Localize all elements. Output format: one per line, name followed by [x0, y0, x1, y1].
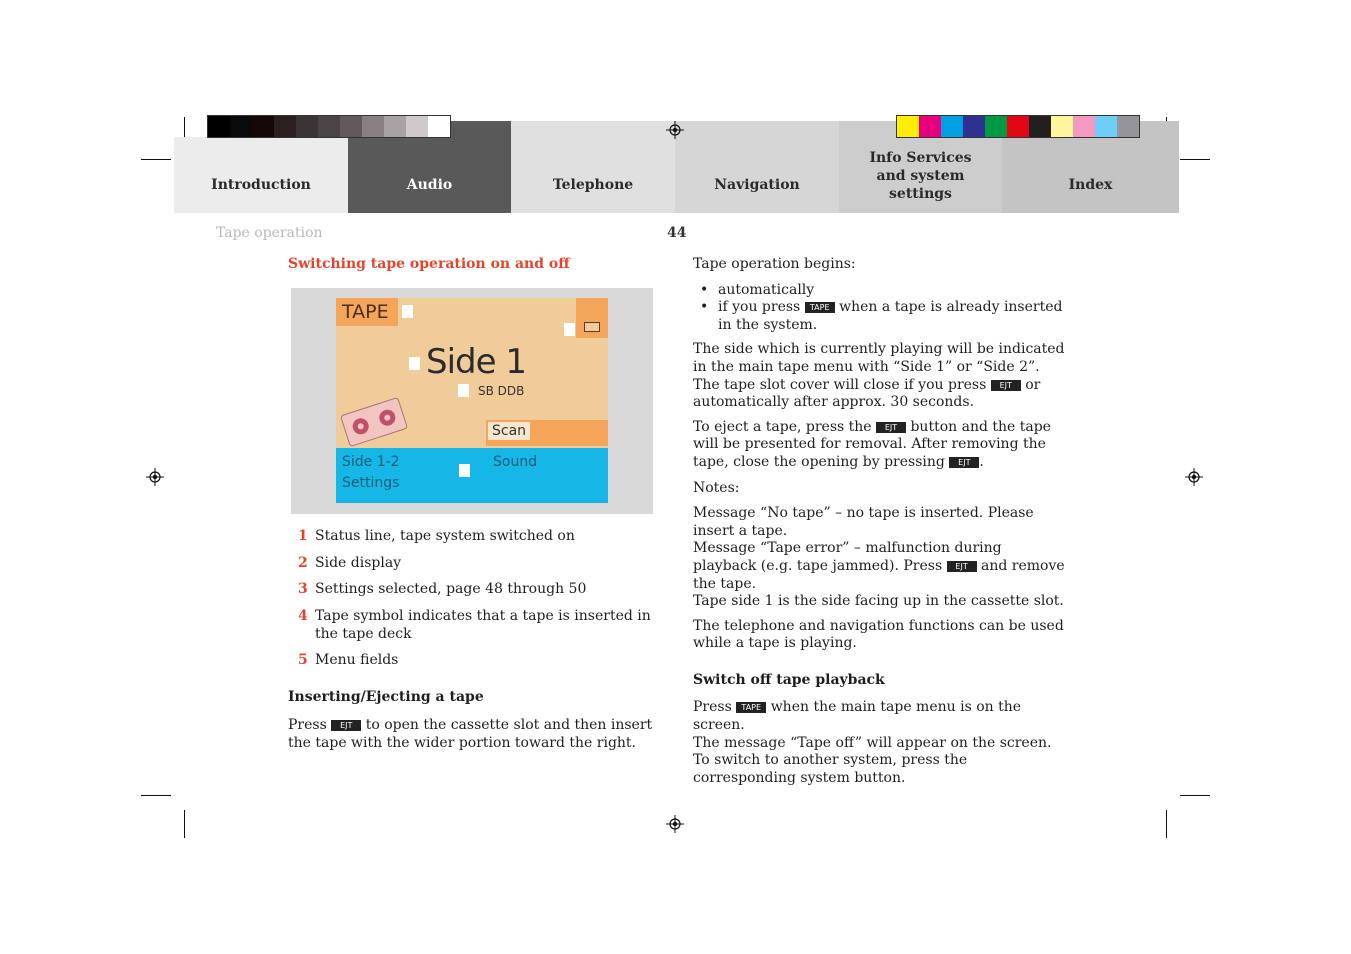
note-side: Tape side 1 is the side facing up in the cassette slot. [693, 593, 1064, 610]
tape-key-icon: TAPE [805, 302, 835, 313]
color-swatch [362, 116, 384, 137]
tab-label: Info Services and system settings [869, 150, 972, 202]
text: . [979, 453, 984, 470]
tab-telephone[interactable] [511, 121, 675, 213]
callout-text: Tape symbol indicates that a tape is inserted in the tape deck [315, 608, 651, 642]
crop-mark [141, 159, 171, 160]
callout-marker-1 [402, 305, 413, 318]
color-swatch [1117, 116, 1139, 137]
text: The side which is currently playing will be indicated in the main tape menu with “Side 1” or “Side 2”. The tape slot cover will close if you press [693, 341, 1065, 393]
text: Message “Tape error” – malfunction during playback (e.g. tape jammed). Press [693, 540, 1002, 574]
color-swatch [384, 116, 406, 137]
callout-text: Side display [315, 555, 402, 571]
side-paragraph [693, 341, 1065, 411]
color-swatch [1051, 116, 1073, 137]
text: and remove the tape. [693, 557, 1065, 592]
text: if you press [718, 299, 801, 316]
crop-mark [1180, 159, 1210, 160]
tab-label: Telephone [552, 177, 634, 193]
callout-number: 1 [298, 528, 308, 544]
callout-number: 4 [298, 608, 308, 624]
text: when a tape is already inserted in the system. [718, 299, 1063, 333]
tab-label: Audio [406, 177, 453, 193]
color-swatch [340, 116, 362, 137]
text: To eject a tape, press the [693, 418, 872, 435]
ejt-key-icon: EJT [949, 457, 979, 468]
registration-mark-icon [146, 468, 164, 486]
text: Press [288, 717, 327, 733]
color-swatch [919, 116, 941, 137]
right-column [693, 256, 1065, 787]
list-item [693, 299, 1065, 334]
off-message: The message “Tape off” will appear on the screen. [693, 734, 1052, 751]
crop-mark [184, 810, 185, 838]
section-heading: Switching tape operation on and off [288, 256, 570, 272]
crop-mark [141, 795, 171, 796]
color-swatch [1029, 116, 1051, 137]
note-no-tape: Message “No tape” – no tape is inserted. Please insert a tape. [693, 505, 1034, 539]
tape-key-icon: TAPE [736, 702, 766, 713]
callout-text: Status line, tape system switched on [315, 528, 575, 544]
callout-number: 3 [298, 581, 308, 597]
text: when the main tape menu is on the screen. [693, 699, 1022, 734]
color-swatch [985, 116, 1007, 137]
notes-label: Notes: [693, 479, 740, 496]
ejt-key-icon: EJT [991, 380, 1021, 391]
registration-mark-icon [666, 121, 684, 139]
tab-navigation[interactable] [675, 121, 839, 213]
off-paragraph [693, 699, 1065, 734]
process-color-bar [896, 115, 1140, 138]
running-title: Tape operation [216, 225, 323, 241]
sound-indicators: SB DDB [478, 384, 525, 398]
color-swatch [406, 116, 428, 137]
color-swatch [963, 116, 985, 137]
begins-list [693, 282, 1065, 335]
tab-label: Navigation [714, 177, 800, 193]
side-range-menu-field: Side 1-2 [342, 454, 400, 470]
callout-number: 5 [298, 652, 308, 668]
callout-marker-5 [459, 464, 470, 477]
color-swatch [230, 116, 252, 137]
text: button and the tape will be presented for removal. After removing the tape, close the opening by pressing [693, 418, 1051, 470]
color-swatch [897, 116, 919, 137]
registration-mark-icon [666, 815, 684, 833]
top-right-indicator [576, 298, 608, 338]
color-swatch [274, 116, 296, 137]
off-heading: Switch off tape playback [693, 671, 885, 688]
color-swatch [941, 116, 963, 137]
ejt-key-icon: EJT [947, 561, 977, 572]
scan-menu-field: Scan [488, 422, 530, 440]
off-switch: To switch to another system, press the corresponding system button. [693, 752, 968, 786]
color-swatch [252, 116, 274, 137]
ejt-key-icon: EJT [876, 422, 906, 433]
begins-text: Tape operation begins: [693, 256, 856, 272]
callout-marker-4 [564, 323, 575, 336]
ejt-key-icon: EJT [331, 720, 361, 731]
eject-paragraph [693, 419, 1065, 472]
text: to open the cassette slot and then insert the tape with the wider portion toward the right. [288, 717, 653, 751]
registration-mark-icon [1185, 468, 1203, 486]
callout-text: Settings selected, page 48 through 50 [315, 581, 587, 597]
status-label: TAPE [342, 301, 389, 323]
note-tape-error [693, 540, 1065, 593]
cassette-small-icon [584, 322, 600, 332]
color-swatch [1007, 116, 1029, 137]
settings-menu-field: Settings [342, 475, 400, 491]
sound-menu-field: Sound [493, 454, 538, 470]
callout-marker-2 [409, 357, 420, 370]
list-item: • automatically [693, 282, 1065, 300]
callout-marker-3 [458, 384, 469, 397]
text: or automatically after approx. 30 seconds. [693, 376, 1041, 411]
callout-text: Menu fields [315, 652, 399, 668]
page-number: 44 [667, 225, 687, 241]
tab-label: Introduction [211, 177, 311, 193]
insert-paragraph [288, 717, 660, 752]
color-swatch [1073, 116, 1095, 137]
tab-introduction[interactable] [174, 137, 348, 213]
crop-mark [1180, 795, 1210, 796]
color-swatch [318, 116, 340, 137]
text: Press [693, 699, 732, 716]
color-swatch [208, 116, 230, 137]
gray-color-bar [207, 115, 451, 138]
crop-mark [1166, 810, 1167, 838]
insert-heading: Inserting/Ejecting a tape [288, 689, 484, 705]
cassette-icon [338, 394, 410, 450]
telnav-paragraph: The telephone and navigation functions can be used while a tape is playing. [693, 617, 1064, 652]
color-swatch [428, 116, 450, 137]
side-display: Side 1 [426, 342, 526, 382]
callout-number: 2 [298, 555, 308, 571]
color-swatch [1095, 116, 1117, 137]
color-swatch [296, 116, 318, 137]
tab-label: Index [1068, 177, 1113, 193]
